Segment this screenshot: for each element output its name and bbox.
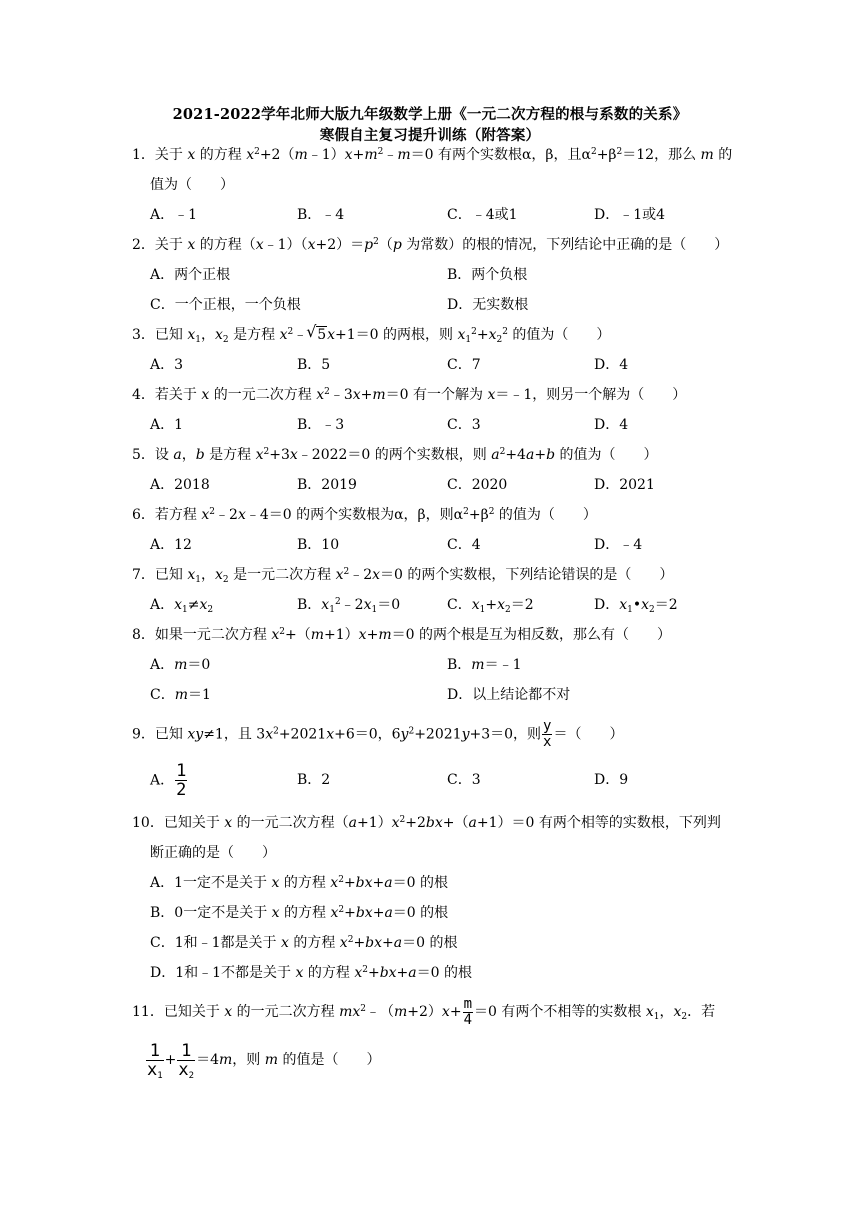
question-number: 9．: [132, 726, 155, 743]
title-line-1: 2021-2022学年北师大版九年级数学上册《一元二次方程的根与系数的关系》: [172, 106, 688, 123]
q8-option-d: D．以上结论都不对: [447, 687, 571, 703]
q3-option-c: C．7: [447, 357, 481, 373]
question-1: 1．关于 x 的方程 $x^2+2(m﹣1)x+m^2﹣m=0$ 有两个实数根α，β，且$\alpha^2+\beta^2=12$，那么 m 的: [132, 147, 733, 163]
question-8: 8．如果一元二次方程 $x^2+(m+1)x+m=0$ 的两个根是互为相反数，那么有（ ）: [132, 627, 671, 643]
q1-option-b: B．﹣4: [297, 207, 345, 223]
question-number: 6．: [132, 507, 155, 523]
q6-option-c: C．4: [447, 537, 481, 553]
q9-option-b: B．2: [297, 772, 331, 788]
q2-option-c: C．一个正根，一个负根: [150, 297, 301, 313]
question-number: 2．: [132, 237, 155, 253]
q5-option-b: B．2019: [297, 477, 357, 493]
q6-option-d: D．﹣4: [594, 537, 643, 553]
q2-option-d: D．无实数根: [447, 297, 529, 313]
sqrt-symbol: √ 5: [307, 325, 327, 345]
q6-option-b: B．10: [297, 537, 340, 553]
question-7: 7．已知 $x_1$，$x_2$ 是一元二次方程 $x^2﹣2x=0$ 的两个实数根，下列结论错误的是（ ）: [132, 567, 674, 585]
question-6: 6．若方程 $x^2﹣2x﹣4=0$ 的两个实数根为α，β，则$\alpha^2+\beta^2$ 的值为（ ）: [132, 507, 597, 523]
question-9: 9．已知 xy≠1，且 $3x^2+2021x+6=0$，$6y^2+2021y+3=0$，则 $\frac{y}{x}$ ＝（ ）: [132, 718, 624, 750]
question-5: 5．设 a，b 是方程 $x^2+3x﹣2022=0$ 的两个实数根，则 $a^2+4a+b$ 的值为（ ）: [132, 447, 658, 463]
q9-option-c: C．3: [447, 772, 481, 788]
q7-option-a: A．$x_1\ne x_2$: [150, 597, 214, 615]
question-10-line-2: 断正确的是（ ）: [150, 845, 276, 861]
question-11: 11．已知关于 x 的一元二次方程 $mx^2﹣(m+2)x+$ $\frac{m}{4}$ ＝0 有两个不相等的实数根 $x_1$，$x_2$．若: [132, 995, 716, 1028]
question-number: 10．: [132, 815, 164, 831]
q10-option-c: C．1和﹣1都是关于 x 的方程 $x^2+bx+a=0$ 的根: [150, 935, 458, 951]
question-11-line-2: $\frac{1}{x_1}$ + $\frac{1}{x_2}$ ＝4m，则 m 的值是（ ）: [147, 1040, 381, 1081]
q3-option-d: D．4: [594, 357, 629, 373]
q8-option-a: A．m＝0: [150, 657, 211, 673]
question-4: 4．若关于 x 的一元二次方程 $x^2﹣3x+m=0$ 有一个解为 x＝﹣1，则另一个解为（ ）: [132, 387, 687, 403]
q3-option-a: A．3: [150, 357, 184, 373]
q8-option-c: C．m＝1: [150, 687, 211, 703]
q4-option-d: D．4: [594, 417, 629, 433]
q7-option-c: C．$x_1+x_2=2$: [447, 597, 534, 615]
q7-option-b: B．$x_1^2﹣2x_1=0$: [297, 597, 401, 615]
q1-option-d: D．﹣1或4: [594, 207, 666, 223]
question-1-line-2: 值为（ ）: [150, 177, 234, 193]
q9-option-d: D．9: [594, 772, 629, 788]
q10-option-d: D．1和﹣1不都是关于 x 的方程 $x^2+bx+a=0$ 的根: [150, 965, 472, 981]
question-number: 11．: [132, 1004, 164, 1020]
q4-option-b: B．﹣3: [297, 417, 345, 433]
q8-option-b: B．m＝﹣1: [447, 657, 522, 673]
fraction-m-over-4: $\frac{m}{4}$: [463, 995, 472, 1028]
q10-option-b: B．0一定不是关于 x 的方程 $x^2+bx+a=0$ 的根: [150, 905, 449, 921]
question-number: 3．: [132, 327, 155, 343]
q10-option-a: A．1一定不是关于 x 的方程 $x^2+bx+a=0$ 的根: [150, 875, 448, 891]
question-10: 10．已知关于 x 的一元二次方程$(a+1)x^2+2bx+(a+1)=0$ 有两个相等的实数根，下列判: [132, 815, 721, 831]
q2-option-b: B．两个负根: [447, 267, 528, 283]
q1-option-c: C．﹣4或1: [447, 207, 518, 223]
q3-option-b: B．5: [297, 357, 331, 373]
q2-option-a: A．两个正根: [150, 267, 231, 283]
q5-option-d: D．2021: [594, 477, 655, 493]
fraction-one-half: $\frac{1}{2}$: [176, 761, 187, 800]
fraction-1-over-x1: $\frac{1}{x_1}$: [147, 1040, 163, 1081]
question-2: 2．关于 x 的方程$(x﹣1)(x+2)=p^2(p$ 为常数）的根的情况，下列结论中正确的是（ ）: [132, 237, 729, 253]
fraction-1-over-x2: $\frac{1}{x_2}$: [178, 1040, 195, 1081]
q5-option-c: C．2020: [447, 477, 508, 493]
fraction-y-over-x: $\frac{y}{x}$: [543, 718, 552, 750]
q4-option-c: C．3: [447, 417, 481, 433]
q1-option-a: A．﹣1: [150, 207, 198, 223]
question-number: 1．: [132, 147, 155, 163]
question-number: 7．: [132, 567, 155, 583]
q9-option-a: A． $\frac{1}{2}$: [150, 761, 187, 800]
q7-option-d: D．$x_1•x_2=2$: [594, 597, 678, 615]
question-number: 8．: [132, 627, 155, 643]
question-number: 5．: [132, 447, 155, 463]
title-line-2: 寒假自主复习提升训练（附答案）: [319, 127, 541, 144]
q4-option-a: A．1: [150, 417, 184, 433]
question-number: 4．: [132, 387, 155, 403]
q6-option-a: A．12: [150, 537, 192, 553]
q5-option-a: A．2018: [150, 477, 210, 493]
question-3: 3．已知 $x_1$，$x_2$ 是方程 $x^2﹣√$ 5x+1＝0 的两根，则 $x_1^2+x_2^2$ 的值为（ ）: [132, 325, 610, 345]
